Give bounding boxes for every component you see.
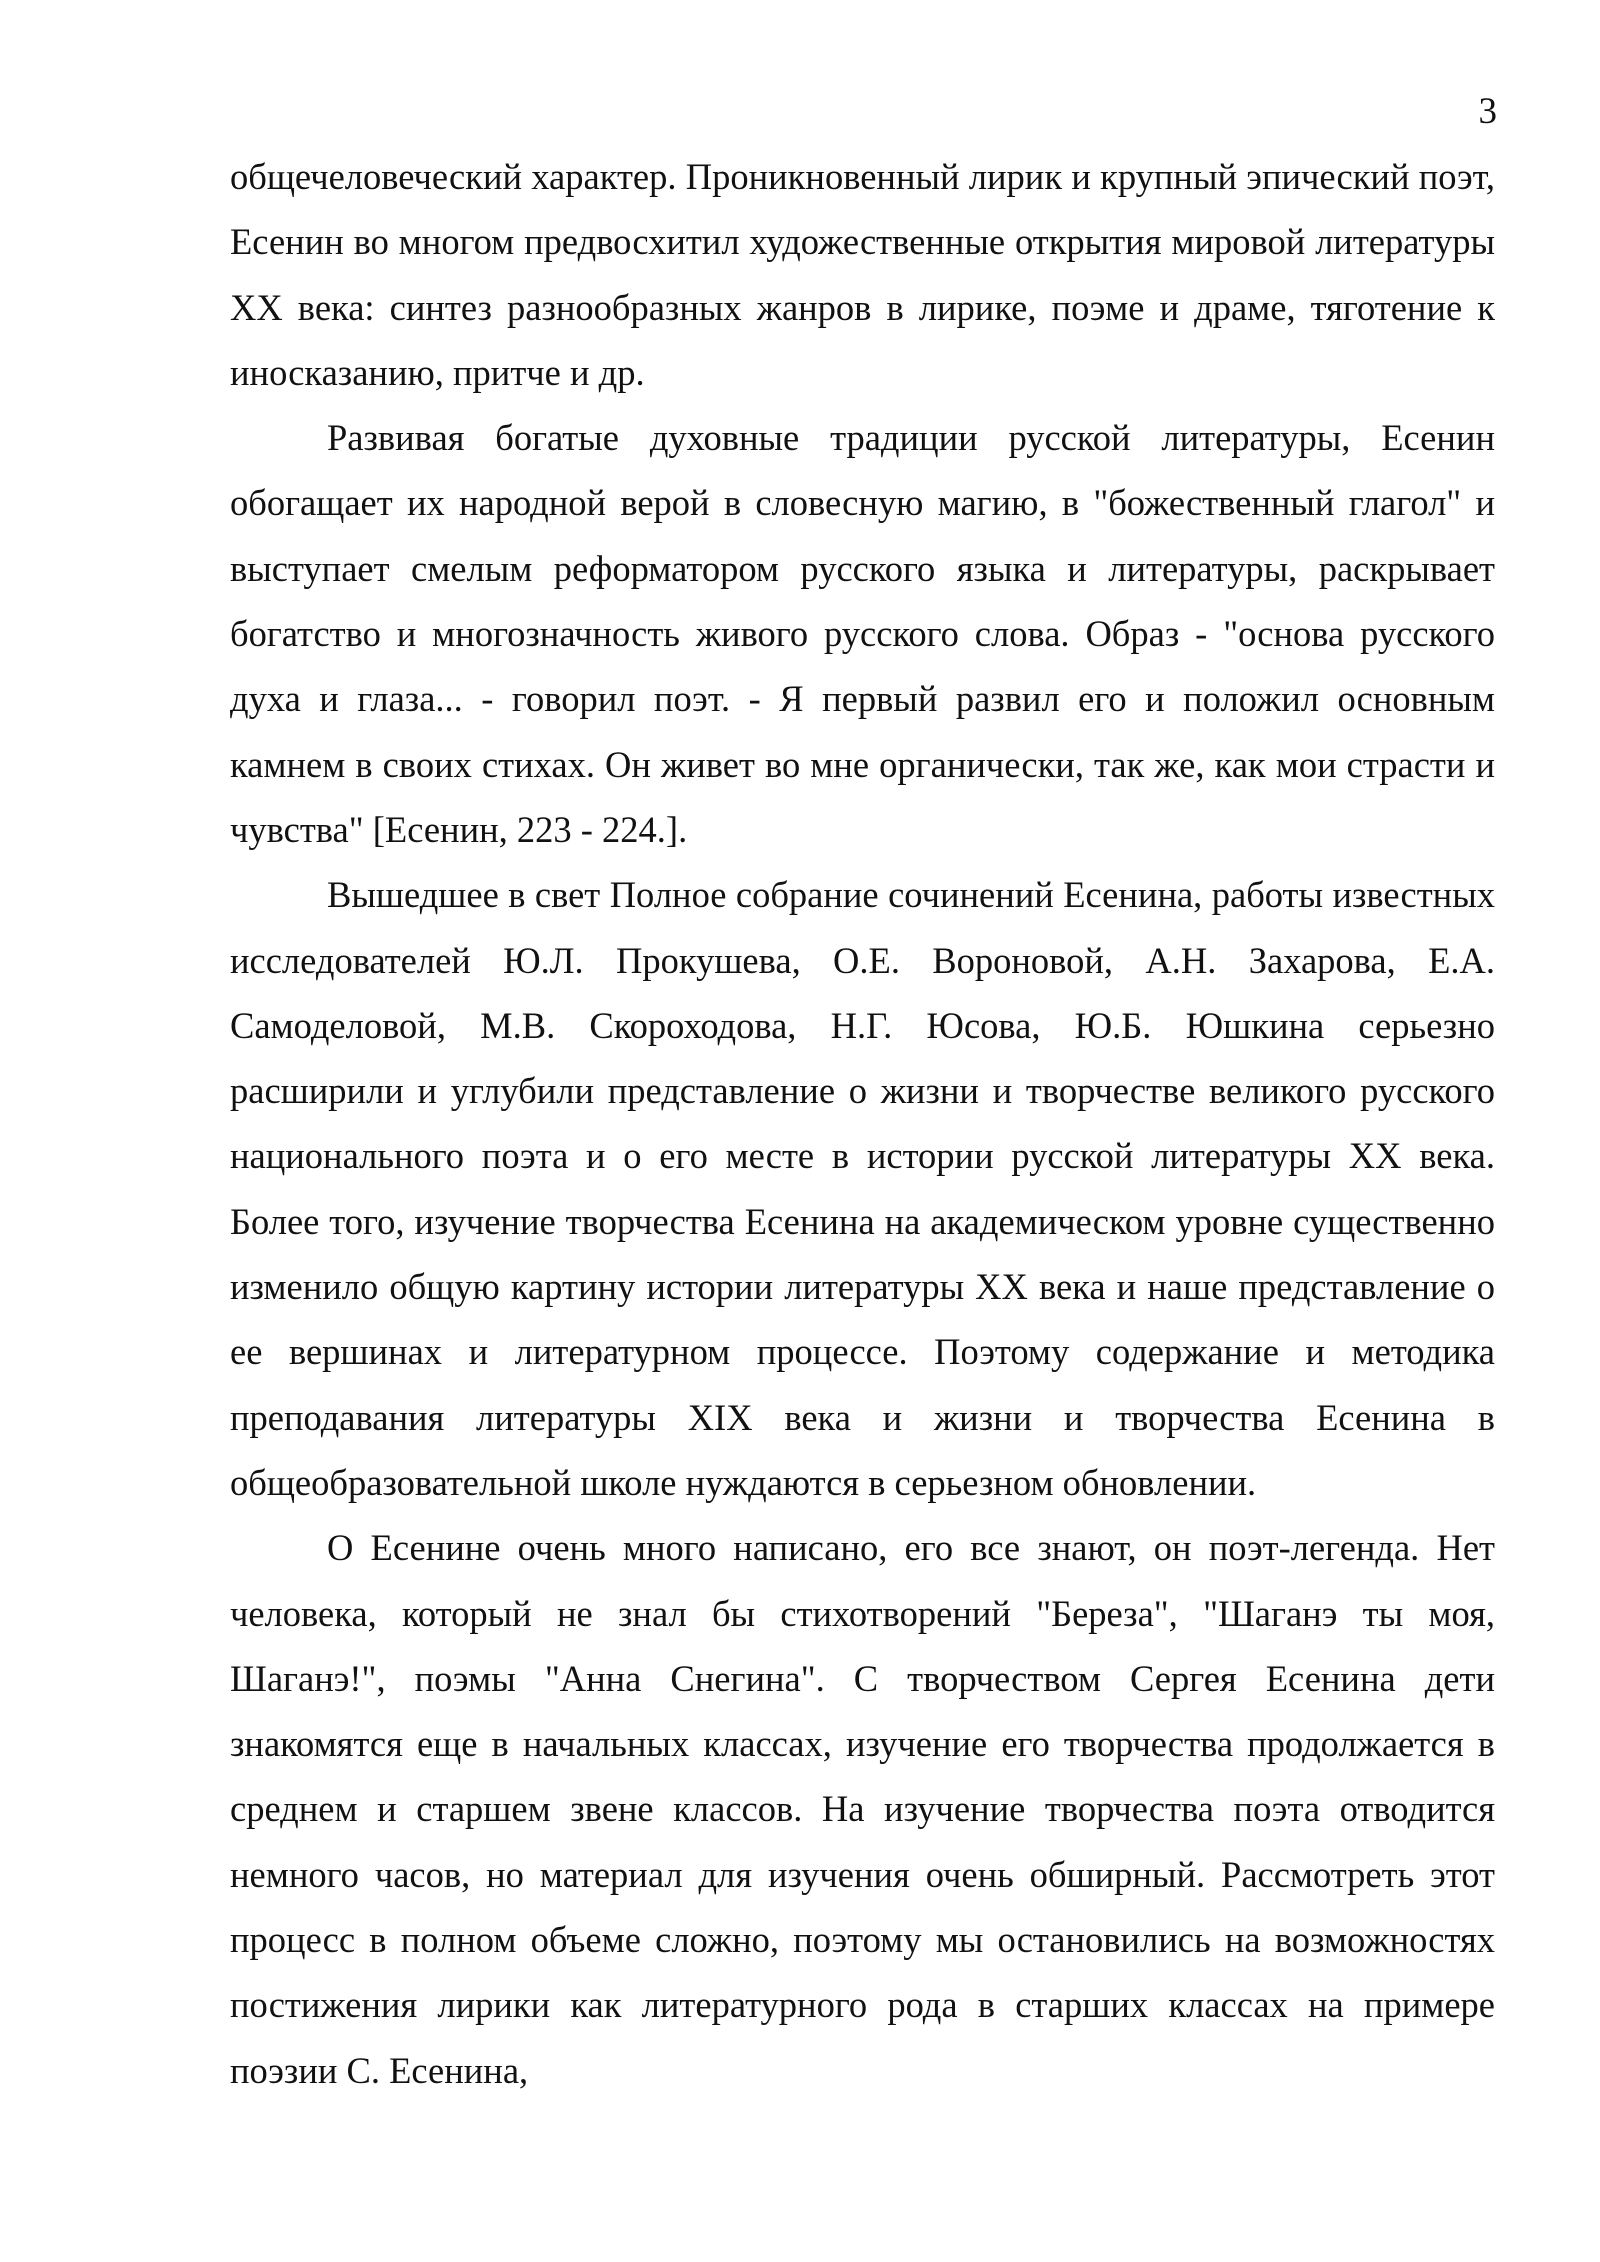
paragraph-3: Вышедшее в свет Полное собрание сочинений Есенина, работы известных исследователей Ю.Л. Прокушева, О.Е. Вороновой, А.Н. Захарова, Е.А. Самоделовой, М.В. Скороходова, Н.Г. Юсова, Ю.Б. Юшкина серьезно расширили и углубили представление о жизни и творчестве великого русского национального поэта и о его месте в истории русской литературы XX века. Более того, изучение творчества Есенина на академическом уровне существенно изменило общую картину истории литературы XX века и наше представление о ее вершинах и литературном процессе. Поэтому содержание и методика преподавания литературы XIX века и жизни и творчества Есенина в общеобразовательной школе нуждаются в серьезном обновлении. bbox=[230, 874, 1495, 1503]
page-number: 3 bbox=[1478, 91, 1497, 132]
paragraph-2: Развивая богатые духовные традиции русской литературы, Есенин обогащает их народной верой в словесную магию, в "божественный глагол" и выступает смелым реформатором русского языка и литературы, раскрывает богатство и многозначность живого русского слова. Образ - "основа русского духа и глаза... - говорил поэт. - Я первый развил его и положил основным камнем в своих стихах. Он живет во мне органически, так же, как мои страсти и чувства" [Есенин, 223 - 224.]. bbox=[230, 417, 1495, 850]
body-text bbox=[230, 144, 1495, 2103]
paragraph-1: общечеловеческий характер. Проникновенный лирик и крупный эпический поэт, Есенин во многом предвосхитил художественные открытия мировой литературы XX века: синтез разнообразных жанров в лирике, поэме и драме, тяготение к иносказанию, притче и др. bbox=[230, 156, 1495, 393]
paragraph-4: О Есенине очень много написано, его все знают, он поэт-легенда. Нет человека, который не знал бы стихотворений "Береза", "Шаганэ ты моя, Шаганэ!", поэмы "Анна Снегина". С творчеством Сергея Есенина дети знакомятся еще в начальных классах, изучение его творчества продолжается в среднем и старшем звене классов. На изучение творчества поэта отводится немного часов, но материал для изучения очень обширный. Рассмотреть этот процесс в полном объеме сложно, поэтому мы остановились на возможностях постижения лирики как литературного рода в старших классах на примере поэзии С. Есенина, bbox=[230, 1527, 1495, 2091]
